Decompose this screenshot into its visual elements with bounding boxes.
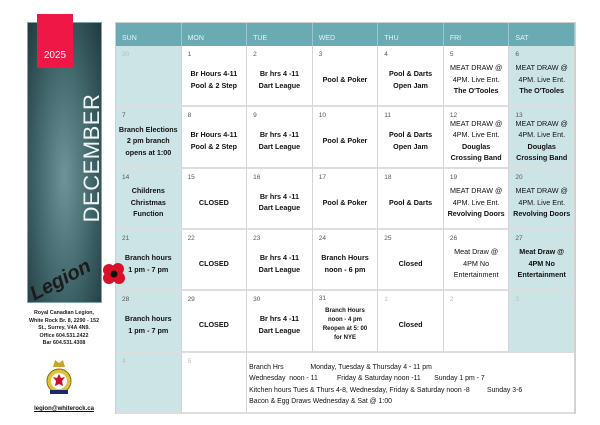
email-link[interactable]: legion@whiterock.ca bbox=[34, 406, 94, 412]
event-text: 4PM. Live Ent. bbox=[518, 74, 566, 84]
day-cell[interactable] bbox=[116, 291, 182, 352]
day-cell[interactable] bbox=[444, 230, 510, 291]
day-number: 18 bbox=[384, 173, 392, 181]
day-cell[interactable] bbox=[182, 169, 248, 230]
day-cell[interactable] bbox=[509, 291, 575, 352]
event-text: Crossing Band bbox=[516, 153, 568, 163]
address-line: White Rock Br. 8, 2290 - 152 bbox=[28, 317, 100, 324]
event-text: Closed bbox=[398, 258, 423, 268]
day-number: 2 bbox=[449, 296, 454, 304]
day-number: 5 bbox=[449, 51, 454, 58]
day-number: 13 bbox=[515, 112, 523, 120]
day-cell[interactable] bbox=[378, 107, 444, 168]
event-text: Reopen at 5: 00 bbox=[322, 325, 368, 332]
day-number: 4 bbox=[384, 51, 388, 58]
day-number: 9 bbox=[253, 112, 257, 120]
event-text: MEAT DRAW @ bbox=[515, 63, 568, 73]
event-text: Pool & Darts bbox=[388, 69, 433, 79]
day-cell[interactable] bbox=[116, 169, 182, 230]
note-line: Bacon & Egg Draws Wednesday & Sat @ 1:00 bbox=[249, 398, 392, 406]
event-text: Br hrs 4 -11 bbox=[259, 191, 299, 201]
event-text: MEAT DRAW @ bbox=[515, 118, 568, 128]
day-cell[interactable] bbox=[313, 291, 379, 352]
event-text: CLOSED bbox=[198, 258, 229, 268]
event-text: noon - 6 pm bbox=[324, 264, 366, 274]
event-text: Branch Hours bbox=[321, 253, 369, 263]
day-cell[interactable] bbox=[247, 46, 313, 107]
day-number: 16 bbox=[253, 173, 261, 181]
day-cell[interactable] bbox=[313, 230, 379, 291]
event-text: MEAT DRAW @ bbox=[449, 186, 503, 196]
day-number: 1 bbox=[384, 296, 388, 304]
event-text: Meat Draw @ bbox=[454, 247, 499, 257]
day-cell[interactable] bbox=[509, 46, 575, 107]
day-number: 2 bbox=[253, 51, 257, 58]
day-cell[interactable] bbox=[247, 107, 313, 168]
day-number: 26 bbox=[449, 234, 458, 242]
event-text: Childrens bbox=[131, 186, 165, 196]
event-text: CLOSED bbox=[198, 197, 229, 207]
day-number: 24 bbox=[318, 234, 326, 242]
day-number: 14 bbox=[122, 173, 130, 181]
day-number: 27 bbox=[515, 234, 523, 242]
day-cell[interactable] bbox=[182, 230, 248, 291]
day-cell[interactable] bbox=[182, 291, 248, 352]
day-number: 17 bbox=[318, 173, 326, 181]
event-text: 1 pm - 7 pm bbox=[128, 264, 169, 274]
day-number: 15 bbox=[187, 173, 195, 181]
day-cell[interactable] bbox=[444, 291, 510, 352]
event-text: 4PM. Live Ent. bbox=[518, 197, 566, 207]
day-cell[interactable] bbox=[116, 353, 182, 414]
event-text: Douglas bbox=[461, 141, 491, 151]
event-text: 4PM No bbox=[528, 258, 555, 268]
day-cell[interactable] bbox=[247, 291, 313, 352]
note-line: Branch Hrs Monday, Tuesday & Thursday 4 - 11 pm bbox=[249, 363, 432, 371]
day-number: 10 bbox=[318, 112, 326, 120]
day-cell[interactable] bbox=[182, 46, 248, 107]
event-text: Function bbox=[133, 209, 164, 219]
event-text: Branch hours bbox=[124, 253, 172, 263]
weekday-mon: MON bbox=[182, 23, 248, 46]
poppy-icon bbox=[101, 261, 127, 287]
event-text: The O'Tooles bbox=[453, 86, 499, 96]
event-text: MEAT DRAW @ bbox=[515, 186, 568, 196]
event-text: Pool & Darts bbox=[388, 130, 433, 140]
event-text: for NYE bbox=[333, 334, 356, 341]
day-cell[interactable] bbox=[509, 169, 575, 230]
day-cell[interactable] bbox=[247, 169, 313, 230]
weekday-tue: TUE bbox=[247, 23, 313, 46]
note-line: Kitchen hours Tues & Thurs 4-8, Wednesday, Friday & Saturday noon -8 Sunday 3-6 bbox=[249, 386, 523, 394]
event-text: Pool & Poker bbox=[322, 197, 368, 207]
legion-logo-text: Legion bbox=[26, 254, 95, 306]
calendar-grid bbox=[116, 46, 575, 414]
day-cell[interactable] bbox=[444, 169, 510, 230]
month-title: DECEMBER bbox=[79, 93, 104, 223]
day-number: 23 bbox=[253, 234, 261, 242]
day-number: 22 bbox=[187, 234, 195, 242]
event-text: Br Hours 4-11 bbox=[190, 69, 238, 79]
office-phone: Office 604.531.2422 bbox=[39, 332, 89, 339]
event-text: Dart League bbox=[258, 325, 301, 335]
event-text: CLOSED bbox=[198, 320, 229, 330]
event-text: Open Jam bbox=[393, 141, 428, 151]
event-text: Branch Hours bbox=[325, 307, 365, 314]
event-text: Open Jam bbox=[393, 80, 428, 90]
event-text: Entertainment bbox=[453, 270, 499, 280]
event-text: Revolving Doors bbox=[447, 209, 505, 219]
event-text: Br Hours 4-11 bbox=[190, 130, 238, 140]
event-text: Pool & 2 Step bbox=[190, 80, 238, 90]
day-cell[interactable] bbox=[444, 107, 510, 168]
weekday-fri: FRI bbox=[444, 23, 510, 46]
event-text: 2 pm branch bbox=[126, 136, 170, 146]
day-cell[interactable] bbox=[313, 46, 379, 107]
event-text: Meat Draw @ bbox=[519, 247, 565, 257]
day-number: 8 bbox=[187, 112, 192, 120]
event-text: Br hrs 4 -11 bbox=[259, 130, 299, 140]
address-line: St., Surrey, V4A 4N9. bbox=[38, 325, 90, 332]
weekday-wed: WED bbox=[313, 23, 379, 46]
bar-phone: Bar 604.531.4308 bbox=[42, 340, 86, 347]
day-cell[interactable] bbox=[116, 46, 182, 107]
day-number: 21 bbox=[122, 234, 130, 242]
day-number: 30 bbox=[253, 296, 261, 304]
event-text: MEAT DRAW @ bbox=[449, 118, 503, 128]
event-text: Revolving Doors bbox=[513, 209, 571, 219]
day-cell[interactable] bbox=[509, 107, 575, 168]
event-text: Closed bbox=[398, 320, 423, 330]
day-cell[interactable] bbox=[444, 46, 510, 107]
event-text: 4PM. Live Ent. bbox=[518, 130, 566, 140]
event-text: Dart League bbox=[258, 264, 301, 274]
day-cell[interactable] bbox=[378, 46, 444, 107]
event-text: Br hrs 4 -11 bbox=[259, 314, 299, 324]
day-number: 7 bbox=[122, 112, 126, 120]
day-number: 4 bbox=[122, 357, 126, 365]
event-text: Crossing Band bbox=[450, 153, 502, 163]
day-cell[interactable] bbox=[509, 230, 575, 291]
weekday-sat: SAT bbox=[509, 23, 575, 46]
day-number: 20 bbox=[515, 173, 523, 181]
day-cell[interactable] bbox=[378, 169, 444, 230]
event-text: Christmas bbox=[130, 197, 166, 207]
event-text: Dart League bbox=[258, 141, 301, 151]
day-number: 25 bbox=[384, 234, 392, 242]
event-text: The O'Tooles bbox=[519, 86, 565, 96]
event-text: Br hrs 4 -11 bbox=[259, 69, 299, 79]
event-text: Pool & Poker bbox=[322, 136, 368, 146]
day-number: 1 bbox=[187, 51, 192, 58]
day-cell[interactable] bbox=[247, 230, 313, 291]
day-number: 3 bbox=[318, 51, 323, 58]
day-number: 12 bbox=[449, 112, 458, 120]
event-text: 4PM No bbox=[463, 258, 490, 268]
event-text: Br hrs 4 -11 bbox=[259, 253, 299, 263]
event-text: Pool & Darts bbox=[388, 197, 433, 207]
event-text: Entertainment bbox=[517, 270, 566, 280]
day-cell[interactable] bbox=[116, 107, 182, 168]
event-text: MEAT DRAW @ bbox=[449, 63, 503, 73]
year: 2025 bbox=[43, 50, 67, 61]
weekday-header bbox=[116, 23, 575, 46]
day-number: 30 bbox=[122, 51, 130, 58]
event-text: Dart League bbox=[258, 203, 301, 213]
event-text: 4PM. Live Ent. bbox=[452, 130, 500, 140]
year-tab bbox=[37, 14, 73, 68]
day-cell[interactable] bbox=[313, 169, 379, 230]
note-line: Wednesday noon - 11 Friday & Saturday noon -11 Sunday 1 pm - 7 bbox=[249, 375, 485, 383]
day-number: 5 bbox=[187, 357, 192, 365]
day-cell[interactable] bbox=[182, 353, 248, 414]
event-text: 4PM. Live Ent. bbox=[452, 197, 500, 207]
event-text: 4PM. Live Ent. bbox=[452, 74, 500, 84]
event-text: opens at 1:00 bbox=[125, 147, 172, 157]
hours-notes bbox=[247, 353, 575, 414]
day-number: 31 bbox=[318, 295, 326, 303]
legion-crest-icon bbox=[46, 357, 72, 397]
event-text: noon - 4 pm bbox=[327, 316, 362, 323]
event-text: Branch Elections bbox=[118, 124, 178, 134]
day-number: 3 bbox=[515, 296, 520, 304]
day-number: 6 bbox=[515, 51, 520, 58]
event-text: 1 pm - 7 pm bbox=[128, 325, 169, 335]
weekday-sun: SUN bbox=[116, 23, 182, 46]
event-text: Douglas bbox=[527, 141, 556, 151]
day-cell[interactable] bbox=[378, 291, 444, 352]
event-text: Dart League bbox=[258, 80, 301, 90]
day-number: 28 bbox=[122, 296, 130, 304]
event-text: Pool & Poker bbox=[322, 74, 368, 84]
day-cell[interactable] bbox=[378, 230, 444, 291]
event-text: Pool & 2 Step bbox=[190, 141, 238, 151]
weekday-thu: THU bbox=[378, 23, 444, 46]
day-cell[interactable] bbox=[182, 107, 248, 168]
day-number: 29 bbox=[187, 296, 195, 304]
address-block bbox=[8, 310, 120, 348]
day-number: 19 bbox=[449, 173, 458, 181]
day-number: 11 bbox=[384, 112, 392, 120]
day-cell[interactable] bbox=[313, 107, 379, 168]
calendar bbox=[115, 22, 576, 414]
event-text: Branch hours bbox=[124, 314, 172, 324]
address-line: Royal Canadian Legion, bbox=[33, 310, 95, 316]
